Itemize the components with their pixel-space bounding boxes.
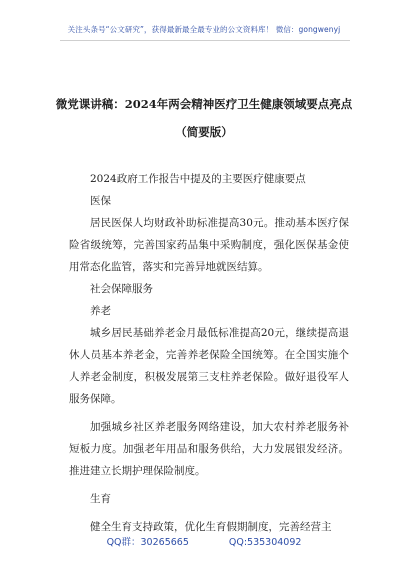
section-heading: 医保 xyxy=(90,195,111,207)
section-heading: 生育 xyxy=(90,493,111,505)
paragraph: 加强城乡社区养老服务网络建设，加大农村养老服务补短板力度。加强老年用品和服务供给，大力发展银发经济。推进建立长期护理保险制度。 xyxy=(69,421,349,477)
paragraph: 居民医保人均财政补助标准提高30元。推动基本医疗保险省级统筹，完善国家药品集中采购制度，强化医保基金使用常态化监管，落实和完善异地就医结算。 xyxy=(69,217,349,273)
footer-qq-number: QQ:535304092 xyxy=(228,537,302,548)
header-divider xyxy=(60,40,350,41)
section-heading: 养老 xyxy=(90,305,111,317)
document-body xyxy=(69,168,349,538)
footer-qq-group: QQ群：30265665 xyxy=(106,537,189,548)
footer-contact xyxy=(0,534,408,548)
header-note: 关注头条号“公文研究”，获得最新最全最专业的公文资料库！ 微信：gongwenyj xyxy=(67,25,341,34)
section-heading: 社会保障服务 xyxy=(90,283,153,295)
document-subtitle: （简要版） xyxy=(175,125,233,139)
paragraph: 2024政府工作报告中提及的主要医疗健康要点 xyxy=(90,173,306,185)
document-title: 微党课讲稿：2024年两会精神医疗卫生健康领域要点亮点 xyxy=(55,97,353,111)
paragraph: 城乡居民基础养老金月最低标准提高20元，继续提高退休人员基本养老金，完善养老保险全国统筹。在全国实施个人养老金制度，积极发展第三支柱养老保险。做好退役军人服务保障。 xyxy=(69,327,349,405)
paragraph: 健全生育支持政策，优化生育假期制度，完善经营主 xyxy=(90,521,332,533)
